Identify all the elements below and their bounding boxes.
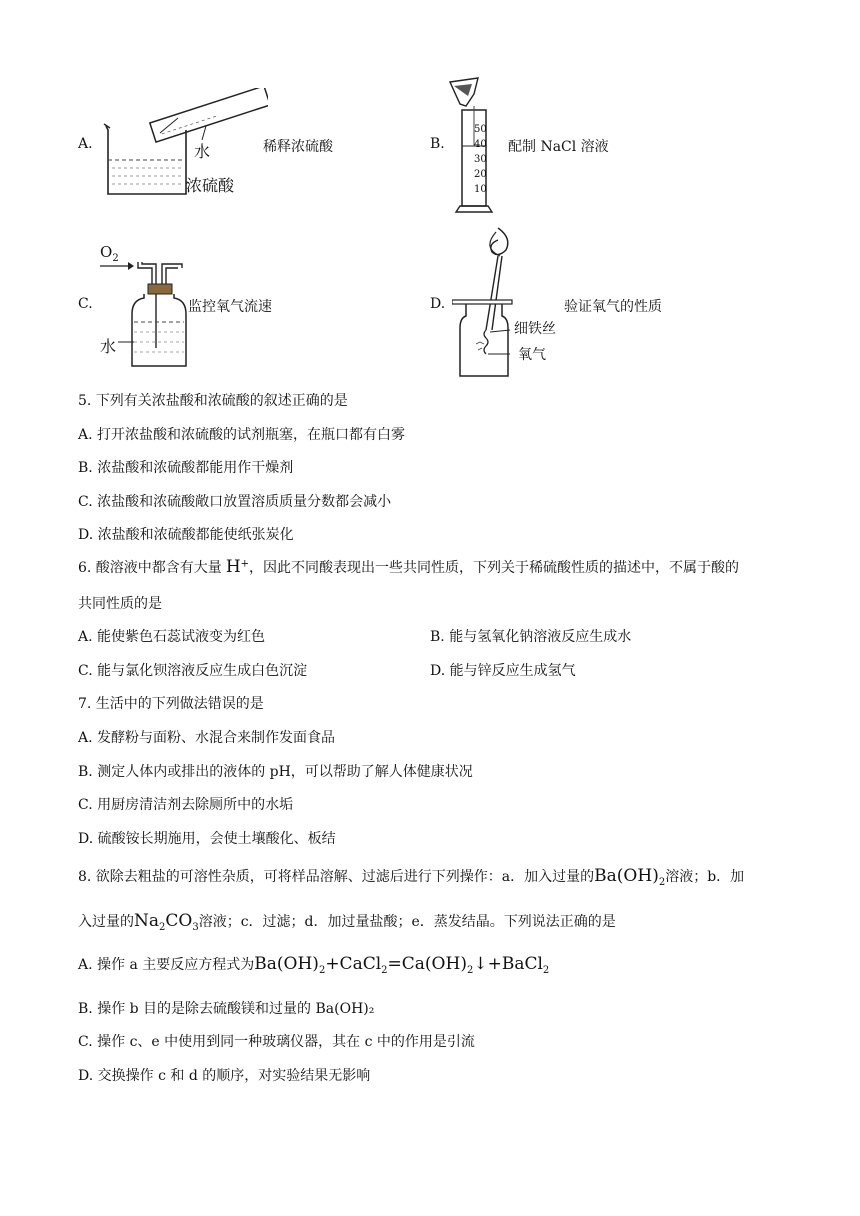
q8-option-d: D. 交换操作 c 和 d 的顺序，对实验结果无影响 [78,1068,371,1084]
figure-a-letter: A. [78,136,93,152]
figure-b-caption: 配制 NaCl 溶液 [508,139,609,155]
q5-option-b: B. 浓盐酸和浓硫酸都能用作干燥剂 [78,460,294,476]
figure-d-diagram [452,226,518,380]
q6-stem: 6. 酸溶液中都含有大量 H+，因此不同酸表现出一些共同性质，下列关于稀硫酸性质的描述中，不属于酸的 [78,557,740,577]
q7-option-a: A. 发酵粉与面粉、水混合来制作发面食品 [78,730,336,746]
q7-option-c: C. 用厨房清洁剂去除厕所中的水垢 [78,797,294,813]
figure-d-oxygen-label: 氧气 [518,347,546,363]
figure-b-tick: 20 [474,169,487,180]
figure-b-tick: 40 [474,139,487,150]
q8-option-a: A. 操作 a 主要反应方程式为$Ba(OH)_2+CaCl_2=Ca(OH)_2↓+BaCl_2$ [78,954,550,976]
q8-option-b: B. 操作 b 目的是除去硫酸镁和过量的 Ba(OH)₂ [78,1001,375,1017]
q7-option-d: D. 硫酸铵长期施用，会使土壤酸化、板结 [78,831,336,847]
figure-d-letter: D. [430,296,446,312]
figure-a-acid-label: 浓硫酸 [186,176,235,195]
figure-b-tick: 30 [474,154,487,165]
q7-option-b: B. 测定人体内或排出的液体的 pH，可以帮助了解人体健康状况 [78,764,473,780]
q6-stem-continued: 共同性质的是 [78,596,162,612]
q7-stem: 7. 生活中的下列做法错误的是 [78,696,264,712]
q6-option-a: A. 能使紫色石蕊试液变为红色 [78,629,266,645]
q5-option-a: A. 打开浓盐酸和浓硫酸的试剂瓶塞，在瓶口都有白雾 [78,427,406,443]
q6-option-c: C. 能与氯化钡溶液反应生成白色沉淀 [78,663,308,679]
figure-c-gas-label: $O_2$ [100,243,119,264]
figure-c-letter: C. [78,296,93,312]
q8-stem-continued: 入过量的$Na_2CO_3$溶液；c．过滤；d．加过量盐酸；e．蒸发结晶。下列说法正确的是 [78,911,616,933]
figure-a-caption: 稀释浓硫酸 [263,139,333,155]
q5-option-c: C. 浓盐酸和浓硫酸敞口放置溶质质量分数都会减小 [78,494,392,510]
figure-d-wire-label: 细铁丝 [514,321,556,337]
figure-b-letter: B. [430,136,445,152]
figure-b-tick: 10 [474,184,487,195]
q8-stem: 8. 欲除去粗盐的可溶性杂质，可将样品溶解、过滤后进行下列操作：a．加入过量的$Ba(OH)_2$溶液；b．加 [78,866,745,888]
q8-option-c: C. 操作 c、e 中使用到同一种玻璃仪器，其在 c 中的作用是引流 [78,1034,475,1050]
q6-option-b: B. 能与氢氧化钠溶液反应生成水 [430,629,632,645]
figure-c-water-label: 水 [100,337,117,356]
figure-a-water-label: 水 [194,142,211,161]
figure-b-tick: 50 [474,124,487,135]
figure-a-diagram [98,88,268,198]
figure-c-caption: 监控氧气流速 [188,299,272,315]
q5-option-d: D. 浓盐酸和浓硫酸都能使纸张炭化 [78,527,294,543]
q6-option-d: D. 能与锌反应生成氢气 [430,663,576,679]
figure-b-scale [474,122,494,197]
figure-d-caption: 验证氧气的性质 [564,299,662,315]
q5-stem: 5. 下列有关浓盐酸和浓硫酸的叙述正确的是 [78,393,348,409]
